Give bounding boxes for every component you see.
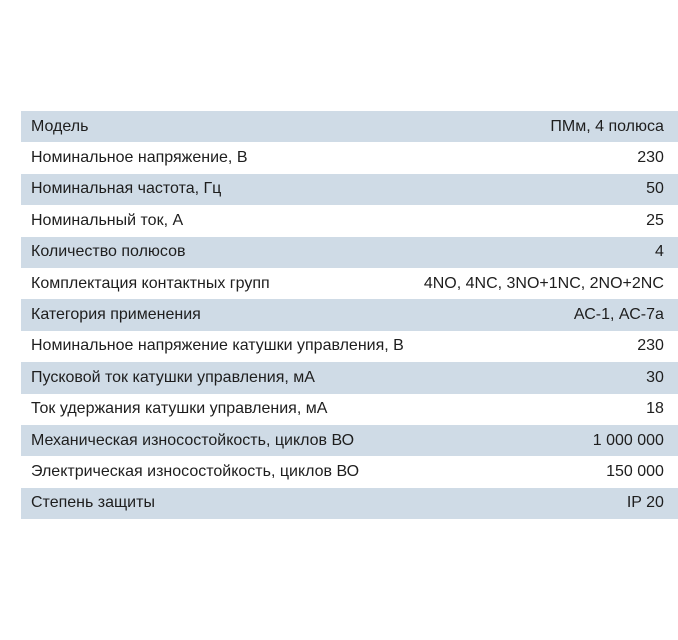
spec-value: 4 xyxy=(414,237,678,268)
spec-row-coil-holding-current xyxy=(21,394,678,425)
spec-param: Номинальное напряжение катушки управления, В xyxy=(21,331,414,362)
spec-value: 230 xyxy=(414,331,678,362)
spec-param: Комплектация контактных групп xyxy=(21,268,414,299)
spec-param: Пусковой ток катушки управления, мА xyxy=(21,362,414,393)
spec-row-coil-inrush-current xyxy=(21,362,678,393)
spec-row-model xyxy=(21,111,678,142)
spec-value: 50 xyxy=(414,174,678,205)
spec-row-protection-degree xyxy=(21,488,678,519)
spec-param: Номинальный ток, А xyxy=(21,205,414,236)
spec-row-utilization-category xyxy=(21,299,678,330)
spec-param: Механическая износостойкость, циклов ВО xyxy=(21,425,414,456)
spec-value: 4NO, 4NC, 3NO+1NC, 2NO+2NC xyxy=(414,268,678,299)
spec-param: Модель xyxy=(21,111,414,142)
spec-row-contact-groups xyxy=(21,268,678,299)
spec-value: 25 xyxy=(414,205,678,236)
spec-param: Номинальная частота, Гц xyxy=(21,174,414,205)
spec-value: 1 000 000 xyxy=(414,425,678,456)
spec-row-rated-voltage xyxy=(21,142,678,173)
spec-param: Количество полюсов xyxy=(21,237,414,268)
spec-row-electrical-endurance xyxy=(21,456,678,487)
spec-row-mechanical-endurance xyxy=(21,425,678,456)
spec-param: Номинальное напряжение, В xyxy=(21,142,414,173)
spec-param: Степень защиты xyxy=(21,488,414,519)
spec-row-coil-voltage xyxy=(21,331,678,362)
spec-value: 30 xyxy=(414,362,678,393)
spec-value: АС-1, АС-7а xyxy=(414,299,678,330)
spec-value: IP 20 xyxy=(414,488,678,519)
spec-value: 150 000 xyxy=(414,456,678,487)
spec-param: Электрическая износостойкость, циклов ВО xyxy=(21,456,414,487)
spec-value: ПМм, 4 полюса xyxy=(414,111,678,142)
spec-value: 230 xyxy=(414,142,678,173)
spec-row-rated-current xyxy=(21,205,678,236)
spec-row-rated-frequency xyxy=(21,174,678,205)
spec-param: Категория применения xyxy=(21,299,414,330)
spec-table xyxy=(21,111,678,519)
spec-value: 18 xyxy=(414,394,678,425)
spec-row-pole-count xyxy=(21,237,678,268)
spec-param: Ток удержания катушки управления, мА xyxy=(21,394,414,425)
